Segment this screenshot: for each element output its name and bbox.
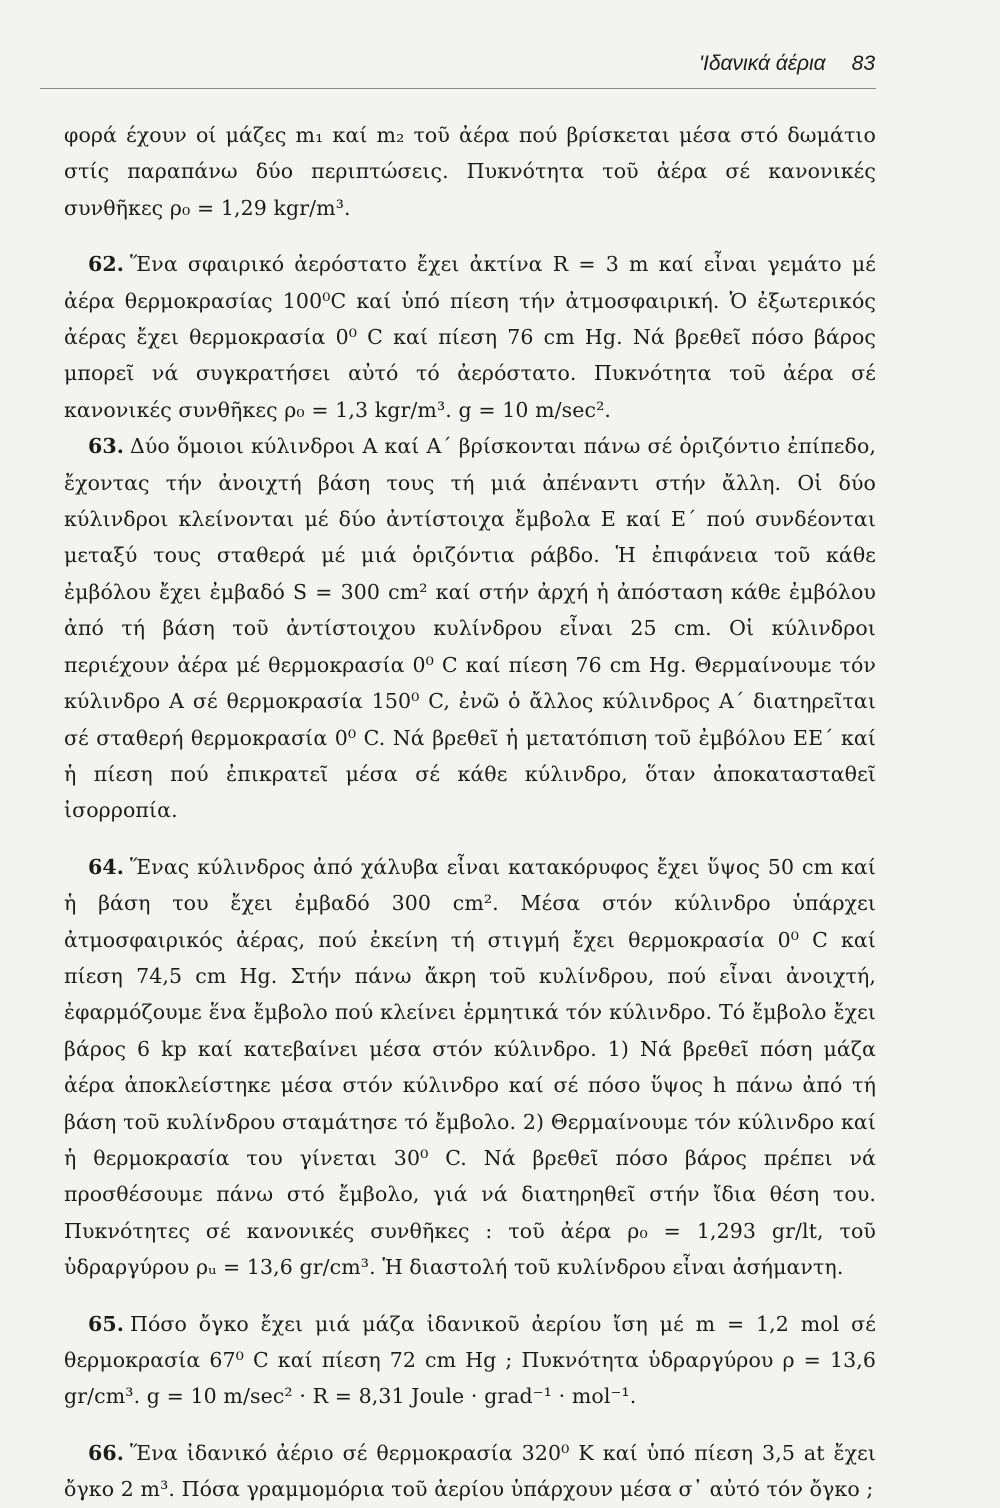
- problem-text: Δύο ὅμοιοι κύλινδροι Α καί Α΄ βρίσκονται πάνω σέ ὁριζόντιο ἐπίπεδο, ἔχοντας τήν ἀνοιχτή βάση τους τή μιά ἀπέναντι στήν ἄλλη. Οἱ δύο κύλινδροι κλείνονται μέ δύο ἀντίστοιχα ἔμβολα Ε καί Ε΄ πού συνδέονται μεταξύ τους σταθερά μέ μιά ὁριζόντια ράβδο. Ἡ ἐπιφάνεια τοῦ κάθε ἐμβόλου ἔχει ἐμβαδό S = 300 cm² καί στήν ἀρχή ἡ ἀπόσταση κάθε ἐμβόλου ἀπό τή βάση τοῦ ἀντίστοιχου κυλίνδρου εἶναι 25 cm. Οἱ κύλινδροι περιέχουν ἀέρα μέ θερμοκρασία 0⁰ C καί πίεση 76 cm Hg. Θερμαίνουμε τόν κύλινδρο Α σέ θερμοκρασία 150⁰ C, ἐνῶ ὁ ἄλλος κύλινδρος Α΄ διατηρεῖται σέ σταθερή θερμοκρασία 0⁰ C. Νά βρεθεῖ ἡ μετατόπιση τοῦ ἐμβόλου ΕΕ΄ καί ἡ πίεση πού ἐπικρατεῖ μέσα σέ κάθε κύλινδρο, ὅταν ἀποκατασταθεῖ ἰσορροπία.: [64, 434, 876, 823]
- problem-number: 64.: [88, 854, 124, 879]
- chapter-title: 'Ιδανικά άέρια: [699, 52, 826, 75]
- problem-64: [64, 849, 876, 1286]
- page-body: [64, 117, 876, 1508]
- problem-number: 63.: [88, 434, 124, 459]
- problem-65: [64, 1306, 876, 1415]
- problem-text: Ἕνα ἰδανικό ἀέριο σέ θερμοκρασία 320⁰ K καί ὑπό πίεση 3,5 at ἔχει ὄγκο 2 m³. Πόσα γραμμομόρια τοῦ ἀερίου ὑπάρχουν μέσα σ᾽ αὐτό τόν ὄγκο ;: [64, 1440, 876, 1502]
- page-number: 83: [851, 52, 875, 75]
- problem-62: [64, 246, 876, 428]
- problem-text: Ἕνας κύλινδρος ἀπό χάλυβα εἶναι κατακόρυφος ἔχει ὕψος 50 cm καί ἡ βάση του ἔχει ἐμβαδό 300 cm². Μέσα στόν κύλινδρο ὑπάρχει ἀτμοσφαιρικός ἀέρας, πού ἐκείνη τή στιγμή ἔχει θερμοκρασία 0⁰ C καί πίεση 74,5 cm Hg. Στήν πάνω ἄκρη τοῦ κυλίνδρου, πού εἶναι ἀνοιχτή, ἐφαρμόζουμε ἕνα ἔμβολο πού κλείνει ἑρμητικά τόν κύλινδρο. Τό ἔμβολο ἔχει βάρος 6 kp καί κατεβαίνει μέσα στόν κύλινδρο. 1) Νά βρεθεῖ πόση μάζα ἀέρα ἀποκλείστηκε μέσα στόν κύλινδρο καί σέ πόσο ὕψος h πάνω ἀπό τή βάση τοῦ κυλίνδρου σταμάτησε τό ἔμβολο. 2) Θερμαίνουμε τόν κύλινδρο καί ἡ θερμοκρασία του γίνεται 30⁰ C. Νά βρεθεῖ πόσο βάρος πρέπει νά προσθέσουμε πάνω στό ἔμβολο, γιά νά διατηρηθεῖ στήν ἴδια θέση του. Πυκνότητες σέ κανονικές συνθῆκες : τοῦ ἀέρα ρ₀ = 1,293 gr/lt, τοῦ ὑδραργύρου ρᵤ = 13,6 gr/cm³. Ἡ διαστολή τοῦ κυλίνδρου εἶναι ἀσήμαντη.: [64, 854, 876, 1280]
- problem-text: Πόσο ὄγκο ἔχει μιά μάζα ἰδανικοῦ ἀερίου ἴση μέ m = 1,2 mol σέ θερμοκρασία 67⁰ C καί πίεση 72 cm Hg ; Πυκνότητα ὑδραργύρου ρ = 13,6 gr/cm³. g = 10 m/sec² · R = 8,31 Joule · grad⁻¹ · mol⁻¹.: [64, 1311, 876, 1409]
- problem-number: 65.: [88, 1311, 124, 1336]
- problem-number: 62.: [88, 252, 124, 277]
- running-header: [0, 52, 875, 76]
- header-rule: [40, 88, 876, 89]
- problem-63: [64, 428, 876, 828]
- problem-text: Ἕνα σφαιρικό ἀερόστατο ἔχει ἀκτίνα R = 3 m καί εἶναι γεμάτο μέ ἀέρα θερμοκρασίας 100⁰C καί ὑπό πίεση τήν ἀτμοσφαιρική. Ὁ ἐξωτερικός ἀέρας ἔχει θερμοκρασία 0⁰ C καί πίεση 76 cm Hg. Νά βρεθεῖ πόσο βάρος μπορεῖ νά συγκρατήσει αὐτό τό ἀερόστατο. Πυκνότητα τοῦ ἀέρα σέ κανονικές συνθῆκες ρ₀ = 1,3 kgr/m³. g = 10 m/sec².: [64, 252, 876, 422]
- problem-number: 66.: [88, 1440, 124, 1465]
- continuation-paragraph: φορά έχουν οί μάζες m₁ καί m₂ τοῦ ἀέρα πού βρίσκεται μέσα στό δωμάτιο στίς παραπάνω δύο περιπτώσεις. Πυκνότητα τοῦ ἀέρα σέ κανονικές συνθῆκες ρ₀ = 1,29 kgr/m³.: [64, 123, 876, 220]
- problem-66: [64, 1435, 876, 1508]
